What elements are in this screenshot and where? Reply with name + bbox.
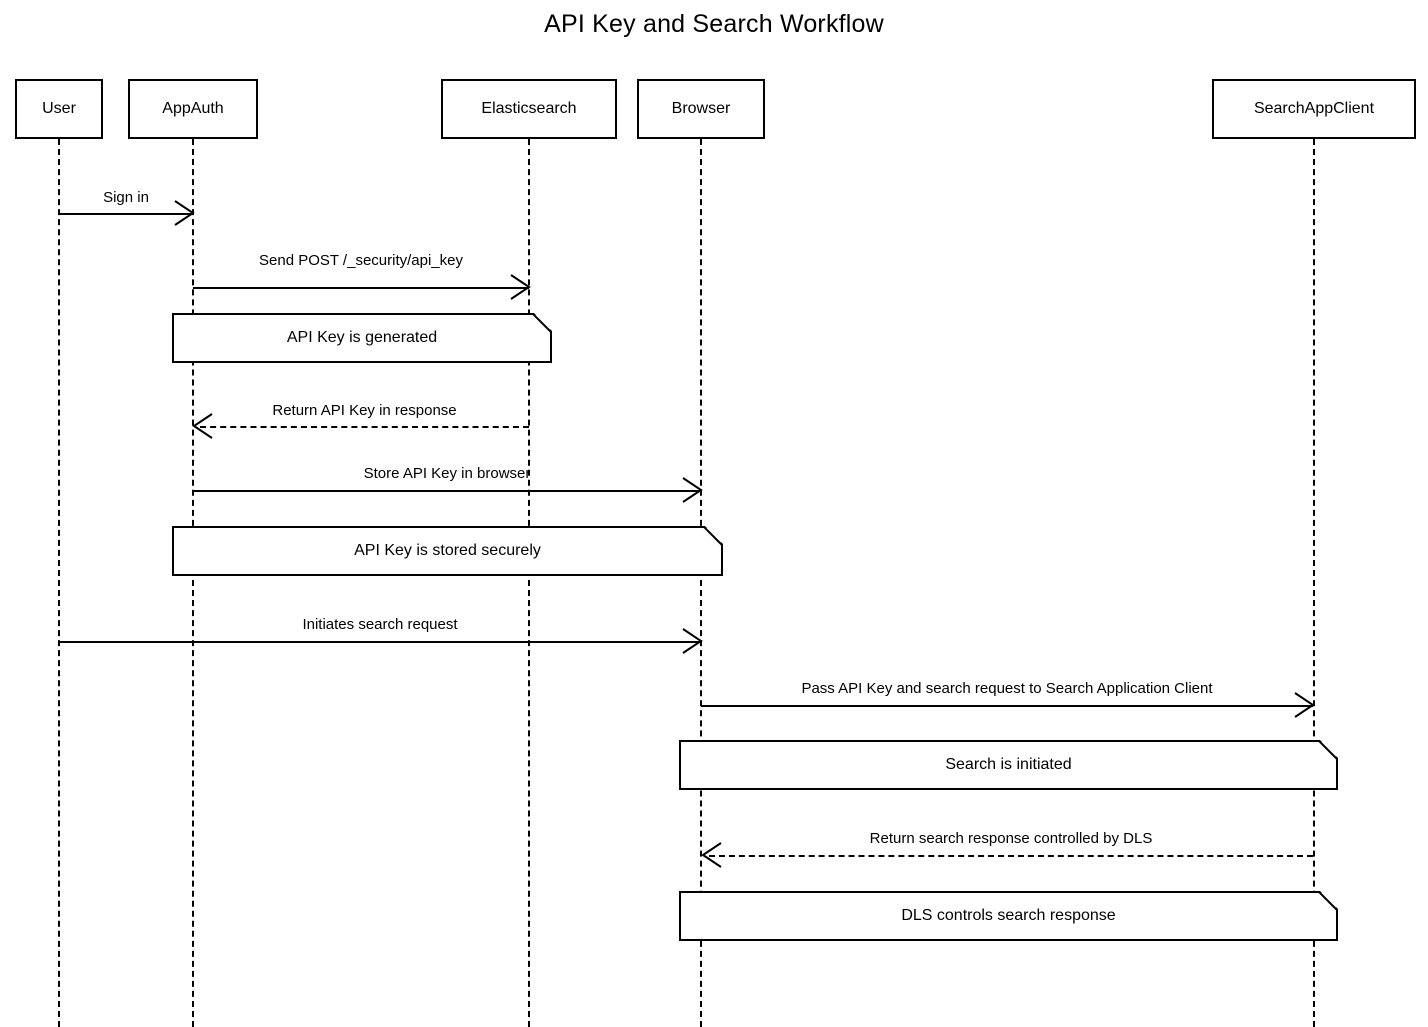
note-fold-line-icon	[1318, 891, 1338, 911]
message-line-initiates-search	[59, 641, 701, 643]
lifeline-elasticsearch	[528, 139, 530, 1027]
note-label-search-initiated: Search is initiated	[945, 756, 1072, 773]
message-label-return-search-response: Return search response controlled by DLS	[869, 830, 1153, 847]
message-label-send-post-api-key: Send POST /_security/api_key	[259, 252, 463, 269]
message-label-sign-in: Sign in	[103, 189, 149, 206]
participant-box-browser[interactable]	[637, 79, 765, 139]
note-label-dls-controls-response: DLS controls search response	[901, 907, 1116, 924]
message-line-pass-api-key	[701, 705, 1313, 707]
lifeline-user	[58, 139, 60, 1027]
participant-label-elasticsearch: Elasticsearch	[481, 100, 577, 117]
participant-box-elasticsearch[interactable]	[441, 79, 617, 139]
note-label-api-key-stored: API Key is stored securely	[354, 542, 541, 559]
participant-label-browser: Browser	[671, 100, 731, 117]
message-line-return-api-key	[200, 426, 529, 428]
note-api-key-generated	[172, 313, 552, 363]
note-label-api-key-generated: API Key is generated	[286, 329, 438, 346]
message-line-return-search-response	[709, 855, 1313, 857]
note-api-key-stored	[172, 526, 723, 576]
participant-box-user[interactable]	[15, 79, 103, 139]
note-dls-controls-response	[679, 891, 1338, 941]
participant-box-searchappclient[interactable]	[1212, 79, 1416, 139]
arrow-head-send-post-api-key	[509, 274, 531, 300]
participant-label-appauth: AppAuth	[162, 100, 224, 117]
message-line-store-api-key	[193, 490, 701, 492]
participant-box-appauth[interactable]	[128, 79, 258, 139]
participant-label-user: User	[42, 100, 76, 117]
message-label-store-api-key: Store API Key in browser	[363, 465, 531, 482]
message-label-initiates-search: Initiates search request	[302, 616, 458, 633]
diagram-title: API Key and Search Workflow	[544, 10, 884, 38]
participant-label-searchappclient: SearchAppClient	[1253, 100, 1375, 117]
message-label-pass-api-key: Pass API Key and search request to Search Application Client	[801, 680, 1213, 697]
note-fold-line-icon	[703, 526, 723, 546]
note-fold-line-icon	[1318, 740, 1338, 760]
message-line-send-post-api-key	[193, 287, 529, 289]
message-label-return-api-key: Return API Key in response	[272, 402, 457, 419]
note-search-initiated	[679, 740, 1338, 790]
note-fold-line-icon	[532, 313, 552, 333]
lifeline-appauth	[192, 139, 194, 1027]
